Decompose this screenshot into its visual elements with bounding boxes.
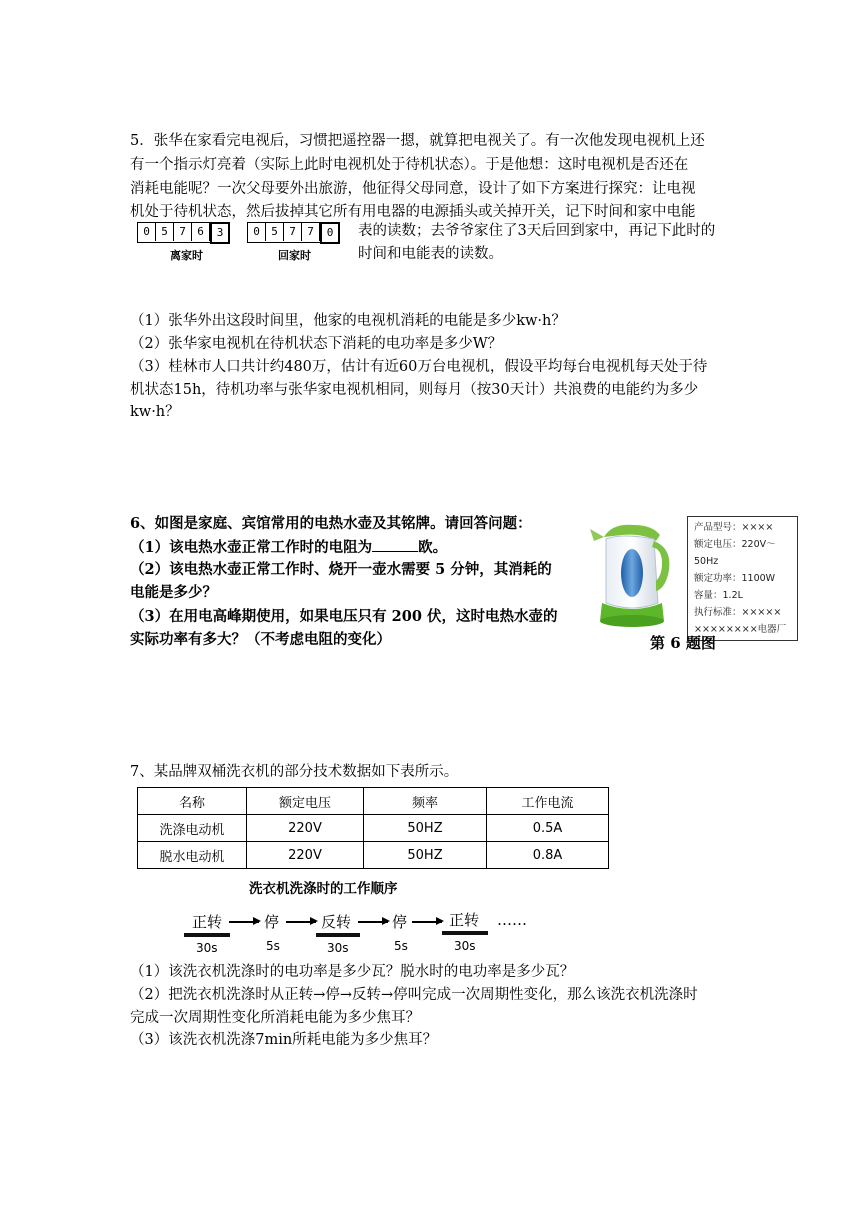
table-cell: 脱水电动机 (138, 842, 247, 869)
seq-step-forward-1: 正转 (192, 913, 223, 931)
q7-subq-2b: 完成一次周期性变化所消耗电能为多少焦耳？ (130, 1010, 420, 1026)
answer-blank[interactable] (372, 537, 418, 552)
arrow-icon (358, 921, 388, 923)
meter-digit: 0 (248, 223, 266, 241)
q5-side-line-1: 表的读数；去爷爷家住了3天后回到家中，再记下此时的 (358, 223, 716, 239)
table-cell: 50HZ (364, 842, 487, 869)
seq-step-forward-2: 正转 (449, 911, 480, 929)
meter-digit-decimal: 0 (320, 222, 340, 244)
arrow-icon (412, 921, 442, 923)
meter-return-label: 回家时 (278, 249, 311, 262)
meter-digit-decimal: 3 (210, 222, 230, 244)
seq-time: 5s (394, 939, 408, 953)
arrow-icon (286, 921, 316, 923)
meter-leave (137, 222, 230, 243)
seq-time: 30s (454, 939, 476, 953)
q5-line-1: 5．张华在家看完电视后，习惯把遥控器一摁，就算把电视关了。有一次他发现电视机上还 (130, 133, 705, 149)
figure-caption: 第 6 题图 (650, 634, 716, 652)
q5-subq-5: kw·h？ (130, 404, 180, 420)
q7-subq-1: （1）该洗衣机洗涤时的电功率是多少瓦？脱水时的电功率是多少瓦？ (130, 964, 575, 980)
q5-subq-2: （2）张华家电视机在待机状态下消耗的电功率是多少W？ (130, 336, 503, 352)
plate-line: 额定功率：1100W (694, 573, 776, 584)
table-cell: 0.5A (487, 815, 609, 842)
table-header-cell: 频率 (364, 788, 487, 815)
table-cell: 0.8A (487, 842, 609, 869)
meter-return (247, 222, 340, 243)
plate-line: ××××××××电器厂 (694, 624, 787, 635)
table-row (138, 815, 609, 842)
meter-digit: 5 (156, 223, 174, 241)
seq-bar (316, 933, 360, 937)
table-header-row (138, 788, 609, 815)
plate-line: 产品型号：×××× (694, 522, 774, 533)
q6-line-intro: 6、如图是家庭、宾馆常用的电热水壶及其铭牌。请回答问题： (130, 515, 532, 532)
spec-table (137, 787, 609, 869)
plate-line: 额定电压：220V～50Hz (694, 539, 776, 567)
table-cell: 50HZ (364, 815, 487, 842)
seq-bar (184, 933, 230, 937)
meter-digit: 6 (192, 223, 210, 241)
seq-ellipsis: …… (497, 911, 527, 929)
kettle-nameplate (687, 516, 798, 641)
q5-subq-3: （3）桂林市人口共计约480万，估计有近60万台电视机，假设平均每台电视机每天处于待 (130, 359, 708, 375)
q7-subq-3: （3）该洗衣机洗涤7min所耗电能为多少焦耳？ (130, 1032, 438, 1048)
seq-step-stop-1: 停 (264, 913, 280, 931)
q5-subq-4: 机状态15h，待机功率与张华家电视机相同，则每月（按30天计）共浪费的电能约为多少 (130, 382, 699, 398)
meter-digit: 7 (302, 223, 320, 241)
table-header-cell: 工作电流 (487, 788, 609, 815)
q6-subq-1-post: 欧。 (418, 539, 448, 556)
seq-time: 30s (327, 941, 349, 955)
q7-intro: 7、某品牌双桶洗衣机的部分技术数据如下表所示。 (130, 764, 459, 780)
arrow-icon (229, 921, 259, 923)
table-header-cell: 额定电压 (247, 788, 364, 815)
sequence-title: 洗衣机洗涤时的工作顺序 (249, 881, 398, 897)
q7-subq-2a: （2）把洗衣机洗涤时从正转→停→反转→停叫完成一次周期性变化，那么该洗衣机洗涤时 (130, 987, 698, 1003)
q6-subq-2a: （2）该电热水壶正常工作时、烧开一壶水需要 5 分钟，其消耗的 (130, 561, 552, 578)
q5-line-2: 有一个指示灯亮着（实际上此时电视机处于待机状态）。于是他想：这时电视机是否还在 (130, 157, 689, 173)
kettle-image (582, 515, 674, 635)
seq-time: 30s (196, 941, 218, 955)
q5-line-4: 机处于待机状态，然后拔掉其它所有用电器的电源插头或关掉开关，记下时间和家中电能 (130, 204, 696, 220)
q6-subq-3b: 实际功率有多大？（不考虑电阻的变化） (130, 631, 391, 648)
table-row (138, 842, 609, 869)
meter-digit: 0 (138, 223, 156, 241)
seq-step-reverse: 反转 (321, 913, 352, 931)
table-cell: 220V (247, 842, 364, 869)
q5-subq-1: （1）张华外出这段时间里，他家的电视机消耗的电能是多少kw·h？ (130, 313, 566, 329)
q6-subq-1-pre: （1）该电热水壶正常工作时的电阻为 (130, 539, 373, 556)
q6-subq-3a: （3）在用电高峰期使用，如果电压只有 200 伏，这时电热水壶的 (130, 608, 558, 625)
seq-step-stop-2: 停 (392, 913, 408, 931)
meter-leave-label: 离家时 (170, 249, 203, 262)
meter-digit: 5 (266, 223, 284, 241)
q5-side-line-2: 时间和电能表的读数。 (358, 246, 503, 262)
q6-subq-2b: 电能是多少？ (130, 584, 217, 601)
meter-digit: 7 (174, 223, 192, 241)
plate-line: 容量：1.2L (694, 590, 743, 601)
q5-line-3: 消耗电能呢？一次父母要外出旅游，他征得父母同意，设计了如下方案进行探究：让电视 (130, 181, 696, 197)
seq-bar (442, 931, 488, 935)
table-cell: 220V (247, 815, 364, 842)
q6-subq-1 (130, 537, 447, 558)
plate-line: 执行标准：××××× (694, 607, 782, 618)
seq-time: 5s (266, 939, 280, 953)
table-header-cell: 名称 (138, 788, 247, 815)
meter-digit: 7 (284, 223, 302, 241)
table-cell: 洗涤电动机 (138, 815, 247, 842)
